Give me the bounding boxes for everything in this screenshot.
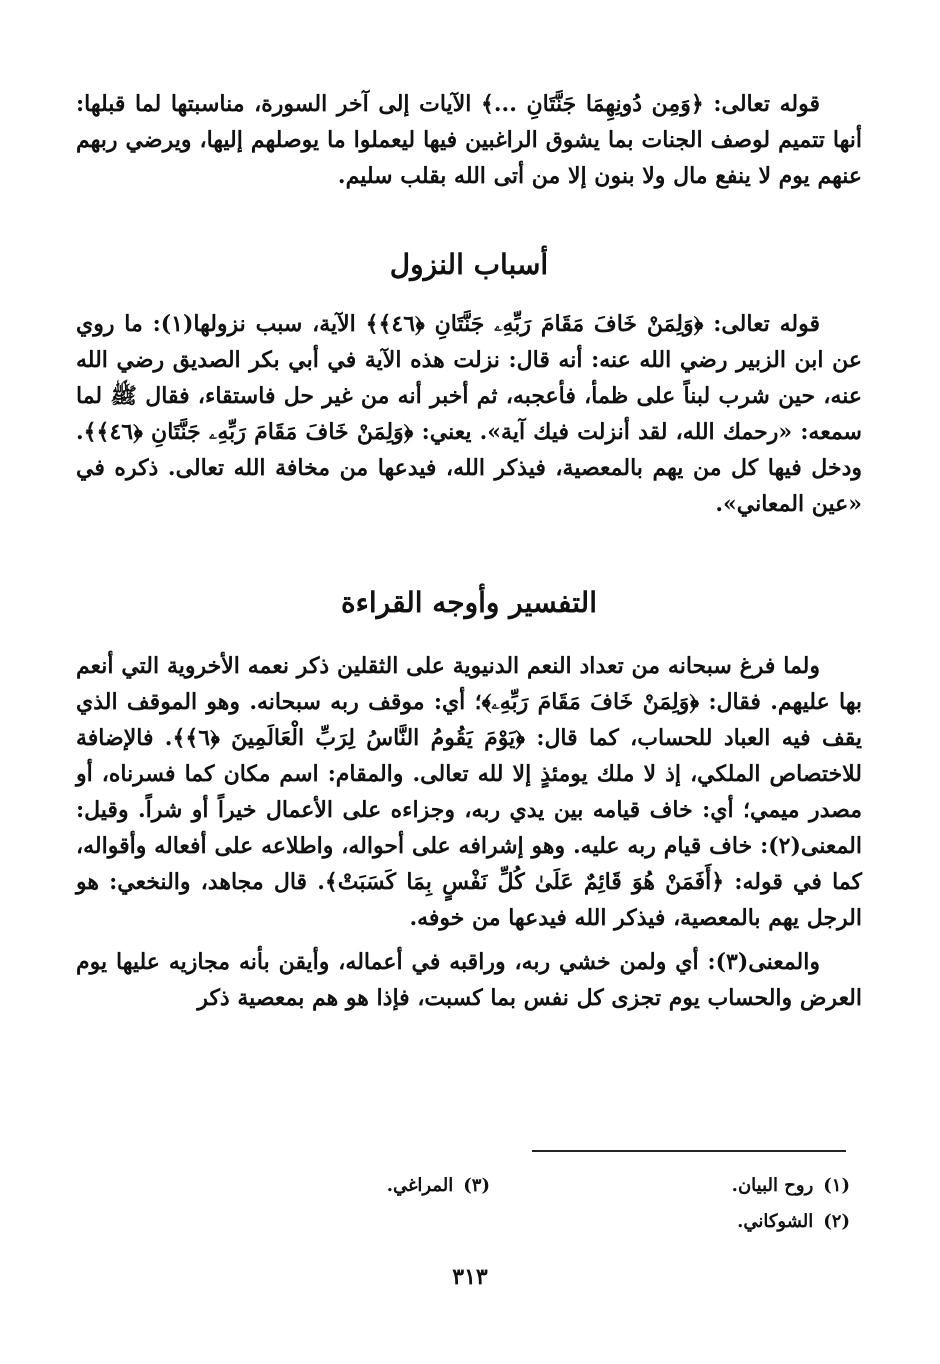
causes-paragraph: قوله تعالى: ﴿وَلِمَنْ خَافَ مَقَامَ رَبِّهِۦ جَنَّتَانِ ﴿٤٦﴾﴾ الآية، سبب نزولها(١): ما روي عن ابن الزبير رضي الله عنه: أنه قال: نزلت هذه الآية في أبي بكر الصديق رضي الله عنه، حين شرب لبناً على ظمأ، فأعجبه، ثم أخبر أنه من غير حل فاستقاء، فقال ﷺ لما سمعه: «رحمك الله، لقد أنزلت فيك آية». يعني: ﴿وَلِمَنْ خَافَ مَقَامَ رَبِّهِۦ جَنَّتَانِ ﴿٤٦﴾﴾. ودخل فيها كل من يهم بالمعصية، فيذكر الله، فيدعها من مخافة الله تعالى. ذكره في «عين المعاني».	[76, 311, 862, 517]
intro-paragraph: قوله تعالى: ﴿وَمِن دُونِهِمَا جَنَّتَانِ ...﴾ الآيات إلى آخر السورة، مناسبتها لما قبلها: أنها تتميم لوصف الجنات بما يشوق الراغبين فيها ليعملوا ما يوصلهم إليها، ويرضي ربهم عنهم يوم لا ينفع مال ولا بنون إلا من أتى الله بقلب سليم.	[76, 91, 862, 189]
footnote-1-text: روح البيان.	[731, 1175, 814, 1196]
tafsir-paragraph-2: والمعنى(٣): أي ولمن خشي ربه، وراقبه في أعماله، وأيقن بأنه مجازيه عليها يوم العرض والحساب يوم تجزى كل نفس بما كسبت، فإذا هو هم بمعصية ذكر	[76, 949, 862, 1011]
page-number: ٣١٣	[452, 1264, 488, 1290]
section-title-causes-of-revelation: أسباب النزول	[389, 248, 549, 281]
causes-block	[76, 306, 862, 522]
footnote-2	[560, 1204, 850, 1240]
footnotes	[200, 1168, 850, 1240]
footnote-1	[560, 1168, 850, 1204]
footnote-3-number: (٣)	[463, 1175, 490, 1196]
footnote-divider	[532, 1150, 846, 1152]
footnote-2-text: الشوكاني.	[737, 1211, 814, 1232]
footnote-1-number: (١)	[823, 1175, 850, 1196]
section-title-tafsir: التفسير وأوجه القراءة	[341, 586, 597, 619]
footnote-3-text: المراغي.	[386, 1175, 454, 1196]
footnote-3	[200, 1168, 490, 1204]
tafsir-paragraph-1: ولما فرغ سبحانه من تعداد النعم الدنيوية على الثقلين ذكر نعمه الأخروية التي أنعم بها عليهم. فقال: ﴿وَلِمَنْ خَافَ مَقَامَ رَبِّهِۦ﴾؛ أي: موقف ربه سبحانه. وهو الموقف الذي يقف فيه العباد للحساب، كما قال: ﴿يَوْمَ يَقُومُ النَّاسُ لِرَبِّ الْعَالَمِينَ ﴿٦﴾﴾. فالإضافة للاختصاص الملكي، إذ لا ملك يومئذٍ إلا لله تعالى. والمقام: اسم مكان كما فسرناه، أو مصدر ميمي؛ أي: خاف قيامه بين يدي ربه، وجزاءه على الأعمال خيراً أو شراً. وقيل: المعنى(٢): خاف قيام ربه عليه. وهو إشرافه على أحواله، واطلاعه على أفعاله وأقواله، كما في قوله: ﴿أَفَمَنْ هُوَ قَائِمٌ عَلَىٰ كُلِّ نَفْسٍ بِمَا كَسَبَتْ﴾. قال مجاهد، والنخعي: هو الرجل يهم بالمعصية، فيذكر الله فيدعها من خوفه.	[76, 653, 863, 931]
footnote-2-number: (٢)	[823, 1211, 850, 1232]
tafsir-block	[76, 648, 862, 1016]
footnote-row	[200, 1204, 850, 1240]
intro-block	[76, 86, 862, 194]
footnote-row	[200, 1168, 850, 1204]
